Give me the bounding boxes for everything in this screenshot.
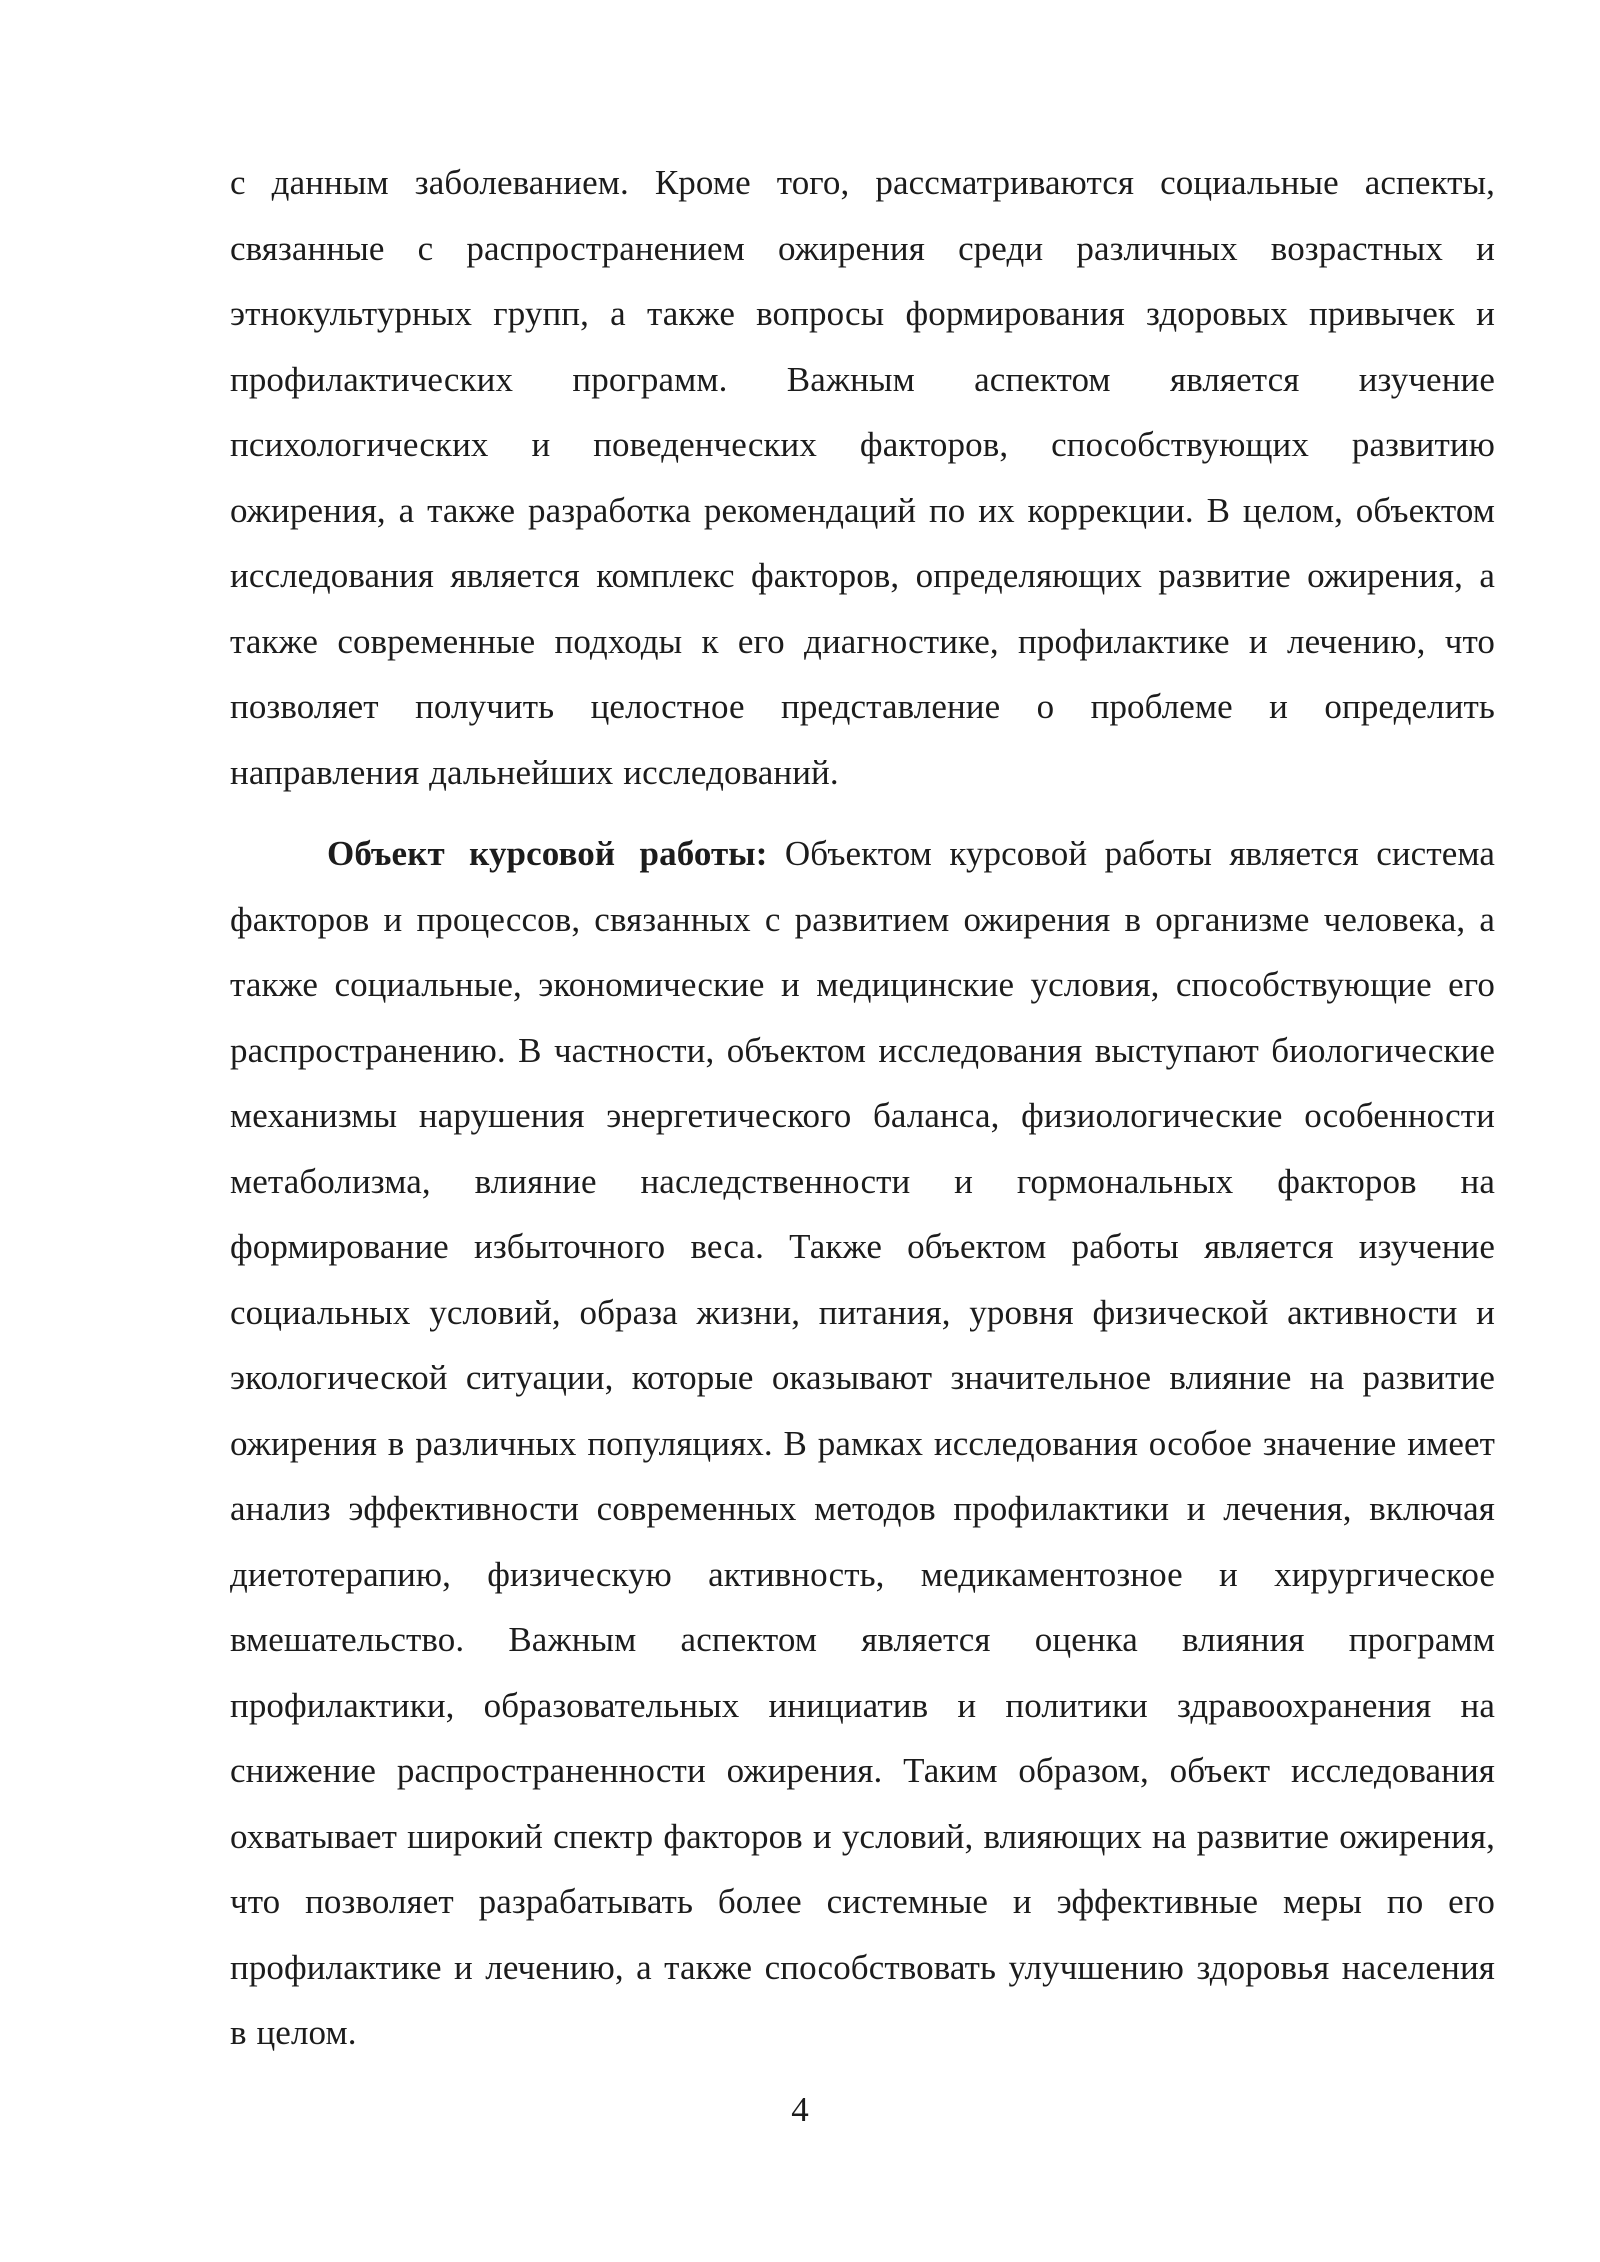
paragraph-object: [230, 821, 1495, 2066]
body-text: [230, 150, 1495, 2066]
paragraph-continued: с данным заболеванием. Кроме того, рассматриваются социальные аспекты, связанные с распространением ожирения среди различных возрастных и этнокультурных групп, а также вопросы формирования здоровых привычек и профилактических программ. Важным аспектом является изучение психологических и поведенческих факторов, способствующих развитию ожирения, а также разработка рекомендаций по их коррекции. В целом, объектом исследования является комплекс факторов, определяющих развитие ожирения, а также современные подходы к его диагностике, профилактике и лечению, что позволяет получить целостное представление о проблеме и определить направления дальнейших исследований.: [230, 163, 1495, 792]
page-number: 4: [791, 2090, 809, 2129]
object-heading: Объект курсовой работы:: [327, 834, 768, 873]
object-text: Объектом курсовой работы является система факторов и процессов, связанных с развитием ожирения в организме человека, а также социальные, экономические и медицинские условия, способствующие его распространению. В частности, объектом исследования выступают биологические механизмы нарушения энергетического баланса, физиологические особенности метаболизма, влияние наследственности и гормональных факторов на формирование избыточного веса. Также объектом работы является изучение социальных условий, образа жизни, питания, уровня физической активности и экологической ситуации, которые оказывают значительное влияние на развитие ожирения в различных популяциях. В рамках исследования особое значение имеет анализ эффективности современных методов профилактики и лечения, включая диетотерапию, физическую активность, медикаментозное и хирургическое вмешательство. Важным аспектом является оценка влияния программ профилактики, образовательных инициатив и политики здравоохранения на снижение распространенности ожирения. Таким образом, объект исследования охватывает широкий спектр факторов и условий, влияющих на развитие ожирения, что позволяет разрабатывать более системные и эффективные меры по его профилактике и лечению, а также способствовать улучшению здоровья населения в целом.: [230, 834, 1495, 2052]
